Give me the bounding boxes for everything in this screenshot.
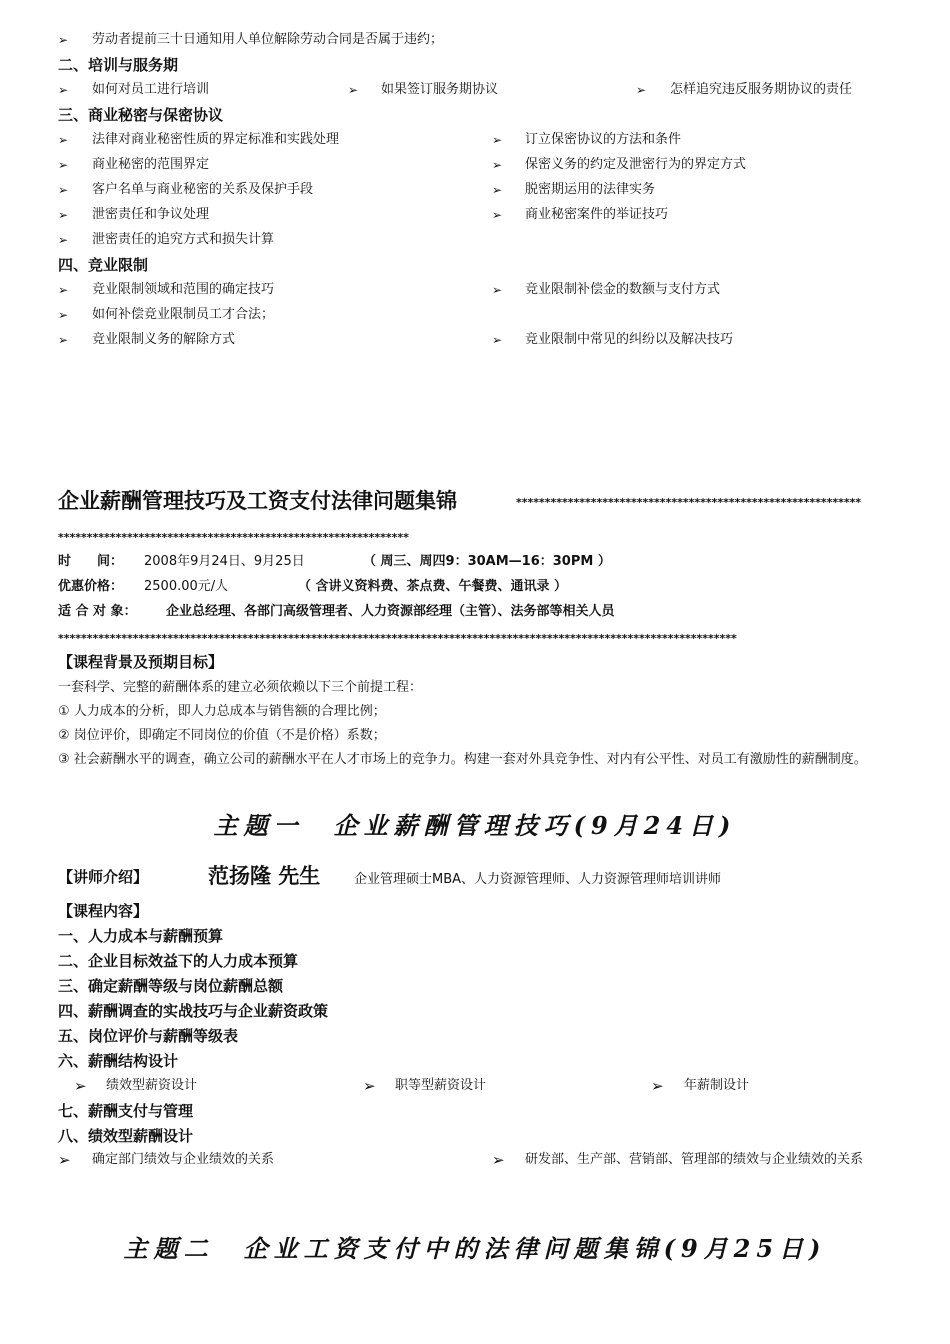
arrow-bullet-icon: ➢ [58, 208, 69, 222]
star-divider: ************************************************************* [58, 531, 409, 544]
time-value: 2008年9月24日、9月25日 [144, 554, 305, 569]
content-item: 八、绩效型薪酬设计 [58, 1127, 194, 1145]
list-item-text: 如果签订服务期协议 [381, 82, 499, 97]
arrow-bullet-icon: ➢ [492, 1151, 505, 1169]
arrow-bullet-icon: ➢ [651, 1077, 664, 1095]
price-value: 2500.00元/人 [144, 579, 229, 594]
list-item-text: 绩效型薪资设计 [106, 1078, 198, 1093]
arrow-bullet-icon: ➢ [58, 33, 69, 47]
course-audience [58, 602, 898, 622]
content-heading: 【课程内容】 [58, 902, 149, 920]
arrow-bullet-icon: ➢ [492, 158, 503, 172]
section-heading-non-compete: 四、竞业限制 [58, 256, 149, 274]
paragraph-line: ③ 社会薪酬水平的调查，确立公司的薪酬水平在人才市场上的竞争力。构建一套对外具竞争性、对内有公平性、对员工有激励性的薪酬制度。 [58, 752, 867, 767]
audience-label: 适 合 对 象： [58, 604, 137, 619]
content-item: 六、薪酬结构设计 [58, 1052, 179, 1070]
time-label: 时 间： [58, 554, 124, 569]
list-item-text: 怎样追究违反服务期协议的责任 [670, 82, 853, 97]
topic2-title: 主题二 企业工资支付中的法律问题集锦(9月25日) [123, 1234, 827, 1263]
arrow-bullet-icon: ➢ [636, 83, 647, 97]
list-item-text: 脱密期运用的法律实务 [525, 182, 656, 197]
list-item-text: 年薪制设计 [684, 1078, 750, 1093]
list-item-text: 商业秘密案件的举证技巧 [525, 207, 669, 222]
list-item-text: 竞业限制中常见的纠纷以及解决技巧 [525, 332, 734, 347]
arrow-bullet-icon: ➢ [492, 133, 503, 147]
content-item: 二、企业目标效益下的人力成本预算 [58, 952, 299, 970]
content-item: 三、确定薪酬等级与岗位薪酬总额 [58, 977, 284, 995]
lecturer-description: 企业管理硕士MBA、人力资源管理师、人力资源管理师培训讲师 [354, 872, 722, 887]
list-item-text: 劳动者提前三十日通知用人单位解除劳动合同是否属于违约； [92, 32, 444, 47]
lecturer-intro [58, 860, 888, 892]
arrow-bullet-icon: ➢ [74, 1077, 87, 1095]
content-item: 七、薪酬支付与管理 [58, 1102, 194, 1120]
list-row [58, 1150, 892, 1196]
content-item: 五、岗位评价与薪酬等级表 [58, 1027, 239, 1045]
list-item-text: 订立保密协议的方法和条件 [525, 132, 682, 147]
list-item-text: 保密义务的约定及泄密行为的界定方式 [525, 157, 747, 172]
paragraph-line: ① 人力成本的分析，即人力总成本与销售额的合理比例； [58, 704, 386, 719]
paragraph-line: 一套科学、完整的薪酬体系的建立必须依赖以下三个前提工程： [58, 680, 423, 695]
arrow-bullet-icon: ➢ [58, 283, 69, 297]
list-item-text: 研发部、生产部、营销部、管理部的绩效与企业绩效的关系 [525, 1152, 864, 1167]
lecturer-name: 范扬隆 先生 [208, 864, 321, 888]
section-heading-training: 二、培训与服务期 [58, 56, 179, 74]
list-item-text: 商业秘密的范围界定 [92, 157, 210, 172]
time-note: （ 周三、周四9：30AM—16：30PM ） [363, 554, 611, 569]
course-title: 企业薪酬管理技巧及工资支付法律问题集锦 [58, 489, 457, 513]
list-item-text: 职等型薪资设计 [395, 1078, 487, 1093]
arrow-bullet-icon: ➢ [58, 183, 69, 197]
background-heading: 【课程背景及预期目标】 [58, 653, 224, 671]
arrow-bullet-icon: ➢ [58, 1151, 71, 1169]
content-item: 一、人力成本与薪酬预算 [58, 927, 224, 945]
list-item-text: 客户名单与商业秘密的关系及保护手段 [92, 182, 314, 197]
arrow-bullet-icon: ➢ [492, 333, 503, 347]
list-item-text: 法律对商业秘密性质的界定标准和实践处理 [92, 132, 340, 147]
lecturer-label: 【讲师介绍】 [58, 868, 149, 886]
list-item-text: 确定部门绩效与企业绩效的关系 [92, 1152, 275, 1167]
list-item-text: 竞业限制义务的解除方式 [92, 332, 236, 347]
list-item-text: 竞业限制领域和范围的确定技巧 [92, 282, 275, 297]
arrow-bullet-icon: ➢ [58, 133, 69, 147]
content-item: 四、薪酬调查的实战技巧与企业薪资政策 [58, 1002, 329, 1020]
arrow-bullet-icon: ➢ [492, 283, 503, 297]
list-item-text: 泄密责任和争议处理 [92, 207, 210, 222]
background-text [58, 676, 892, 772]
audience-value: 企业总经理、各部门高级管理者、人力资源部经理（主管）、法务部等相关人员 [166, 604, 615, 619]
section-heading-trade-secrets: 三、商业秘密与保密协议 [58, 106, 224, 124]
arrow-bullet-icon: ➢ [58, 308, 69, 322]
arrow-bullet-icon: ➢ [58, 333, 69, 347]
arrow-bullet-icon: ➢ [58, 158, 69, 172]
arrow-bullet-icon: ➢ [492, 208, 503, 222]
price-label: 优惠价格： [58, 579, 124, 594]
list-item-text: 泄密责任的追究方式和损失计算 [92, 232, 275, 247]
star-divider: ************************************************************ [516, 496, 862, 509]
arrow-bullet-icon: ➢ [363, 1077, 376, 1095]
star-divider: ********************************************************************************************************************** [58, 632, 737, 645]
arrow-bullet-icon: ➢ [58, 233, 69, 247]
course-time [58, 552, 898, 572]
arrow-bullet-icon: ➢ [348, 83, 359, 97]
arrow-bullet-icon: ➢ [58, 83, 69, 97]
course-price [58, 577, 898, 597]
price-note: （ 含讲义资料费、茶点费、午餐费、通讯录 ） [298, 579, 568, 594]
arrow-bullet-icon: ➢ [492, 183, 503, 197]
list-item-text: 如何对员工进行培训 [92, 82, 210, 97]
list-item-text: 竞业限制补偿金的数额与支付方式 [525, 282, 721, 297]
paragraph-line: ② 岗位评价，即确定不同岗位的价值（不是价格）系数； [58, 728, 386, 743]
topic1-title: 主题一 企业薪酬管理技巧(9月24日) [213, 811, 737, 840]
list-item-text: 如何补偿竞业限制员工才合法； [92, 307, 275, 322]
